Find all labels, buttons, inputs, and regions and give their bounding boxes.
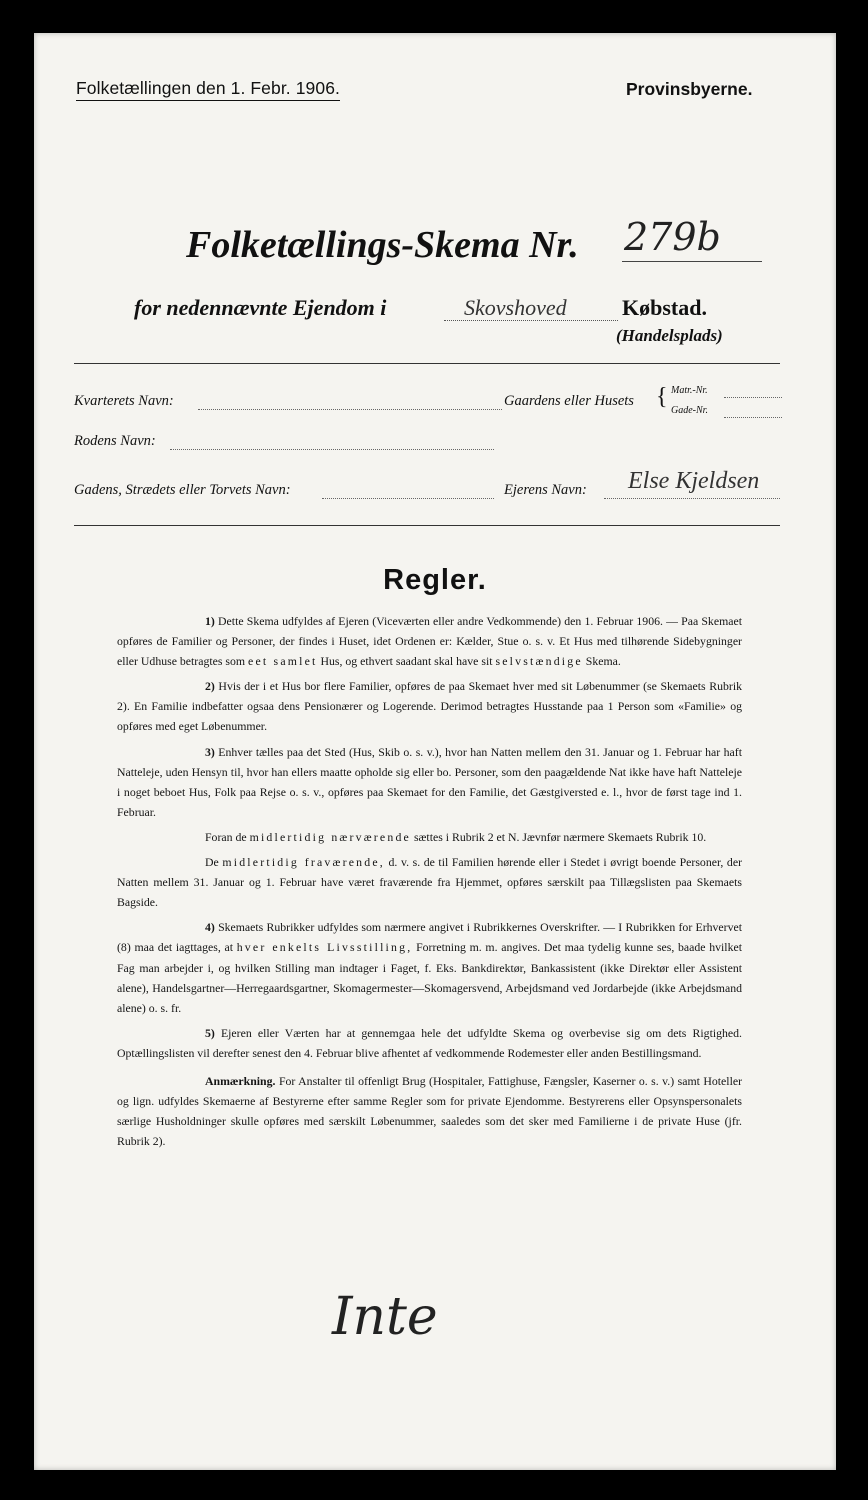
matr-line	[724, 397, 782, 398]
rule-1-text-3: Skema.	[585, 654, 621, 669]
rule-3b-emph: midlertidig nærværende	[249, 829, 411, 844]
rule-5-number: 5)	[205, 1025, 215, 1040]
owner-handwritten: Else Kjeldsen	[628, 468, 760, 494]
rule-5	[117, 1023, 742, 1063]
divider-top	[74, 363, 780, 364]
rule-3	[117, 742, 742, 822]
rule-5-text: Ejeren eller Værten har at gennemgaa hele det udfyldte Skema og overbevise sig om dets Rigtighed. Optællingslisten vil derefter senest den 4. Februar blive afhentet af vedkommende Rodemester eller anden Bestillingsmand.	[117, 1025, 742, 1060]
rule-3b-text-1: Foran de	[205, 829, 247, 844]
rule-2-text: Hvis der i et Hus bor flere Familier, opføres de paa Skemaet hver med sit Løbenummer (se Skemaets Rubrik 2). En Familie indbefatter ogsaa dens Pensionærer og Logerende. Derimod betragtes Husstande paa 1 Person som «Familie» og opføres med eget Løbenummer.	[117, 679, 743, 734]
kvarter-line	[198, 409, 502, 410]
gade-line	[322, 498, 494, 499]
number-line	[622, 261, 762, 262]
town-handwritten: Skovshoved	[464, 295, 567, 320]
remark-text: For Anstalter til offenligt Brug (Hospitaler, Fattighuse, Fængsler, Kaserner o. s. v.) samt Hoteller og lign. udfyldes Skemaerne af Bestyrerne efter samme Regler som for private Ejendomme. Bestyrerens eller Opsynspersonalets særlige Husholdninger skulle opføres med særskilt Løbenummer, saaledes som det sker med Familierne i de private Huse (jfr. Rubrik 2).	[117, 1073, 743, 1149]
gade-label: Gadens, Strædets eller Torvets Navn:	[74, 482, 291, 498]
rule-1-number: 1)	[205, 614, 215, 628]
remark-label: Anmærkning.	[205, 1073, 276, 1088]
rode-line	[170, 449, 494, 450]
rules-heading: Regler.	[383, 564, 487, 596]
rule-3b-text-2: sættes i Rubrik 2 et N. Jævnfør nærmere Skemaets Rubrik 10.	[413, 829, 707, 844]
gade-nr-line	[724, 417, 782, 418]
subtitle-suffix: Købstad.	[622, 295, 707, 320]
rule-2-number: 2)	[205, 679, 215, 694]
rule-1	[117, 611, 742, 671]
rule-4	[117, 917, 742, 1017]
rule-3b	[117, 827, 742, 847]
rule-1-text: Dette Skema udfyldes af Ejeren (Viceværten eller andre Vedkommende) den 1. Februar 1906. — Paa Skemaet opføres de Familier og Personer, der findes i Huset, idet Ordenen er: Kælder, Stue o. s. v. Et Hus med tilhørende Sidebygninger eller Udhuse betragtes som	[117, 614, 742, 669]
matr-label: Matr.-Nr.	[671, 385, 708, 396]
header-region: Provinsbyerne.	[626, 79, 753, 99]
rule-4-text-2: Forretning m. m. angives. Det maa tydelig kunne ses, baade hvilket Fag man arbejder i, og hvilken Stilling man indtager i Faget, f. Eks. Bankdirektør, Bankassistent (ikke Direktør eller Assistent alene), Handelsgartner—Herregaardsgartner, Skomagermester—Skomagersvend, Arbejdsmand ved Jordarbejde (ikke Arbejdsmand alene) o. s. fr.	[117, 940, 742, 1015]
ejer-label: Ejerens Navn:	[504, 482, 587, 498]
census-form-page	[34, 33, 836, 1470]
header-census-date: Folketællingen den 1. Febr. 1906.	[76, 78, 340, 101]
rule-2	[117, 676, 742, 736]
rule-4-emph: hver enkelts Livsstilling,	[236, 940, 413, 955]
rule-3-number: 3)	[205, 744, 215, 759]
signature-handwritten: Inte	[332, 1287, 438, 1347]
rule-4-text-1: Skemaets Rubrikker udfyldes som nærmere angivet i Rubrikkernes Overskrifter. — I Rubrikken for Erhvervet (8) maa det iagttages, at	[117, 920, 742, 955]
gade-nr-label: Gade-Nr.	[671, 405, 708, 416]
subtitle-alt: (Handelsplads)	[616, 326, 723, 345]
bracket: {	[656, 384, 668, 410]
rule-1-emph-2: selvstændige	[495, 654, 583, 669]
rule-3c	[117, 852, 742, 912]
rule-3c-emph: midlertidig fraværende,	[222, 855, 385, 870]
rule-4-number: 4)	[205, 920, 215, 935]
rule-1-emph-1: eet samlet	[248, 654, 318, 669]
remark	[117, 1071, 742, 1151]
schema-number-handwritten: 279b	[624, 215, 721, 259]
form-title: Folketællings-Skema Nr.	[186, 224, 579, 266]
rule-3c-text-2: d. v. s. de til Familien hørende eller i Stedet i øvrigt boende Personer, der Natten mellem 31. Januar og 1. Februar have været fraværende fra Hjemmet, opføres særskilt paa Tillægslisten paa Skemaets Bagside.	[117, 855, 742, 910]
ejer-line	[604, 498, 780, 499]
rule-1-text-2: Hus, og ethvert saadant skal have sit	[320, 654, 493, 669]
rule-3-text: Enhver tælles paa det Sted (Hus, Skib o. s. v.), hvor han Natten mellem den 31. Januar og 1. Februar har haft Natteleje, uden Hensyn til, hvor han ellers maatte opholde sig eller bo. Personer, som den paagældende Nat ikke have haft Natteleje i noget beboet Hus, Folk paa Rejse o. s. v., opføres paa Skemaet for den Familie, det Gæstgiversted e. l., hvor de først tage ind 1. Februar.	[117, 744, 742, 819]
subtitle-prefix: for nedennævnte Ejendom i	[134, 295, 387, 320]
gaard-label: Gaardens eller Husets	[504, 393, 634, 409]
rules-body	[117, 611, 742, 1156]
kvarter-label: Kvarterets Navn:	[74, 393, 174, 409]
rule-3c-text-1: De	[205, 855, 219, 870]
divider-bottom	[74, 525, 780, 526]
rode-label: Rodens Navn:	[74, 433, 156, 449]
